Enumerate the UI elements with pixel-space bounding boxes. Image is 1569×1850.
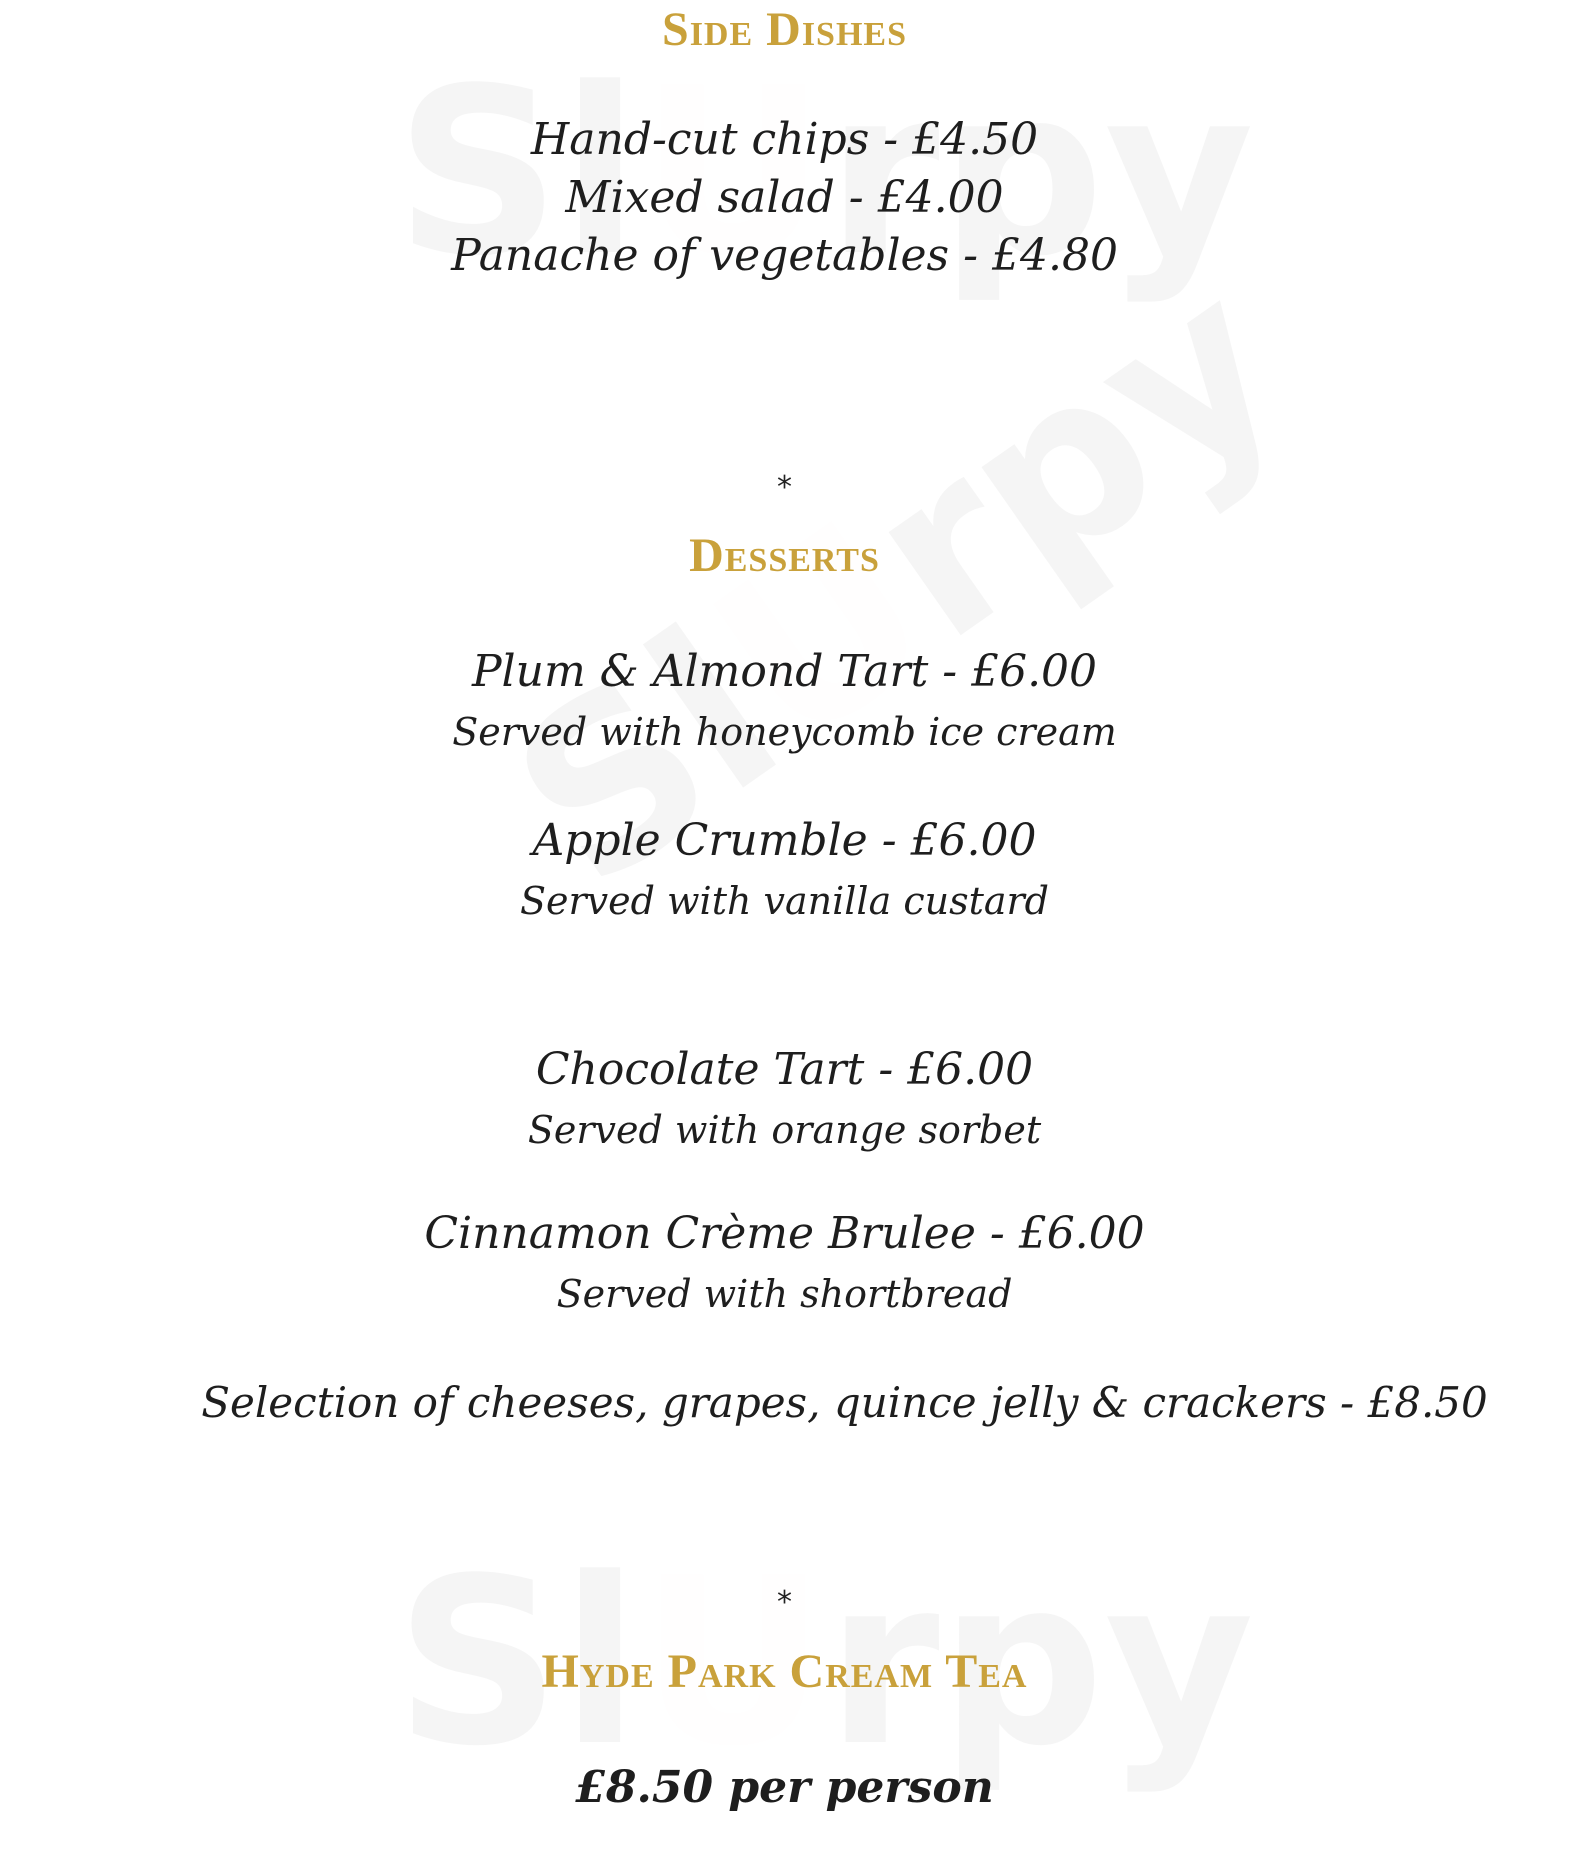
menu-item-side-1: Hand-cut chips - £4.50 [530, 114, 1039, 165]
menu-item-dessert-name: Apple Crumble - £6.00 [532, 815, 1037, 866]
section-separator: * [777, 1585, 792, 1620]
section-heading-desserts: Desserts [689, 529, 880, 582]
menu-item-dessert-name: Chocolate Tart - £6.00 [535, 1044, 1034, 1095]
menu-item-dessert-description: Served with honeycomb ice cream [452, 710, 1117, 754]
section-heading-cream-tea: Hyde Park Cream Tea [541, 1645, 1028, 1698]
menu-item-side-3: Panache of vegetables - £4.80 [451, 230, 1118, 281]
menu-item-dessert-description: Served with shortbread [556, 1272, 1013, 1316]
menu-item-dessert-description: Served with vanilla custard [519, 879, 1049, 923]
section-separator: * [777, 470, 792, 505]
menu-item-dessert-description: Served with orange sorbet [527, 1108, 1042, 1152]
menu-item-dessert-name: Plum & Almond Tart - £6.00 [471, 646, 1098, 697]
menu-item-cheese-selection: Selection of cheeses, grapes, quince jelly & crackers - £8.50 [201, 1378, 1488, 1427]
menu-item-dessert-name: Cinnamon Crème Brulee - £6.00 [424, 1208, 1145, 1259]
cream-tea-price: £8.50 per person [575, 1762, 994, 1813]
menu-item-side-2: Mixed salad - £4.00 [565, 172, 1004, 223]
section-heading-side-dishes: Side Dishes [662, 3, 907, 56]
